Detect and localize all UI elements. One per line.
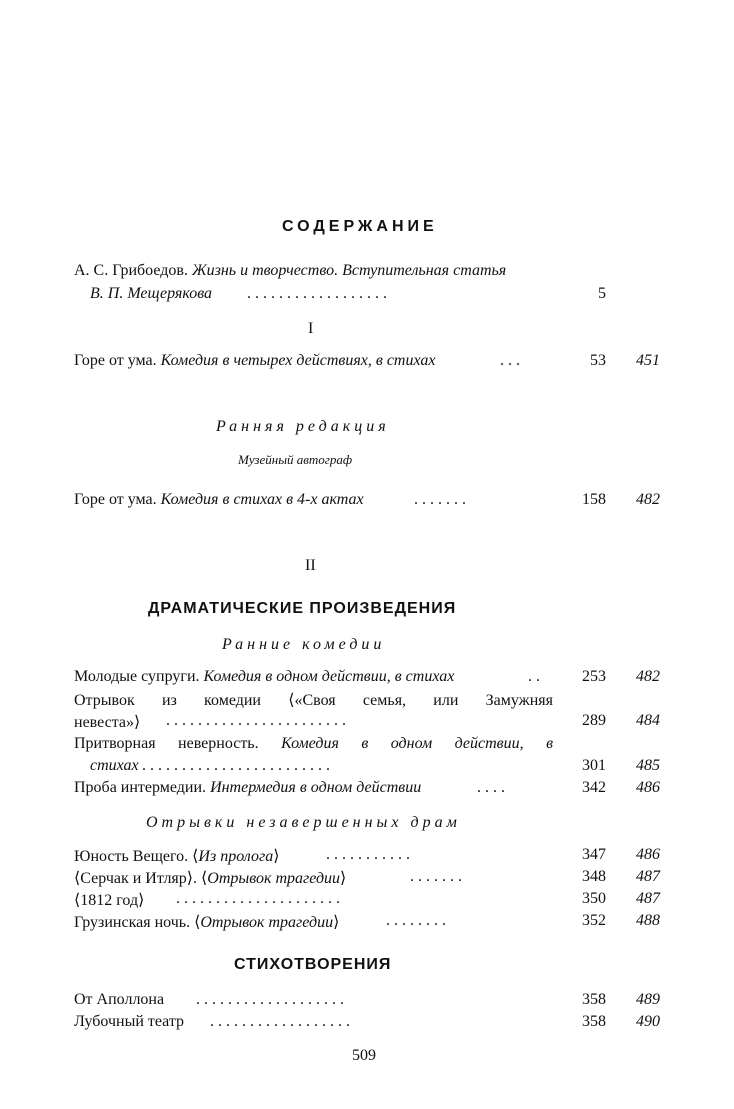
entry-title: Юность Вещего. ⟨ bbox=[74, 848, 199, 865]
commentary-ref: 488 bbox=[636, 912, 660, 929]
page-ref: 358 bbox=[582, 991, 606, 1008]
entry-title: Горе от ума. bbox=[74, 491, 157, 508]
part-numeral-2: II bbox=[305, 557, 316, 574]
subheading: Ранняя редакция bbox=[216, 418, 390, 435]
entry-title: Горе от ума. bbox=[74, 352, 157, 369]
dot-leader: . . . . . . . bbox=[410, 868, 462, 885]
commentary-ref: 486 bbox=[636, 846, 660, 863]
intro-author: А. С. Грибоедов. bbox=[74, 262, 188, 279]
dot-leader: . . . . . . . . bbox=[386, 912, 446, 929]
page-ref: 347 bbox=[582, 846, 606, 863]
commentary-ref: 489 bbox=[636, 991, 660, 1008]
commentary-ref: 482 bbox=[636, 491, 660, 508]
dot-leader: . . . . . . . . . . . . . . . . . . . . . . . . bbox=[142, 757, 330, 774]
dot-leader: . . . . . . . . . . . . . . . . . . bbox=[247, 285, 387, 302]
toc-entry bbox=[74, 779, 421, 797]
page-title: СОДЕРЖАНИЕ bbox=[282, 218, 438, 235]
dot-leader: . . . . . . . . . . . . . . . . . . . bbox=[196, 991, 344, 1008]
toc-entry: Лубочный театр bbox=[74, 1013, 185, 1030]
toc-entry: От Аполлона bbox=[74, 991, 165, 1008]
commentary-ref: 484 bbox=[636, 712, 660, 729]
dot-leader: . . . . . . . . . . . bbox=[326, 846, 410, 863]
part-numeral-1: I bbox=[308, 320, 314, 337]
page-ref: 348 bbox=[582, 868, 606, 885]
toc-entry bbox=[74, 868, 346, 888]
section-heading: ДРАМАТИЧЕСКИЕ ПРОИЗВЕДЕНИЯ bbox=[148, 600, 457, 617]
entry-subtitle: Отрывок трагедии bbox=[207, 870, 341, 887]
page-ref: 301 bbox=[582, 757, 606, 774]
commentary-ref: 486 bbox=[636, 779, 660, 796]
entry-title: Притворная неверность. bbox=[74, 735, 259, 752]
toc-entry-line2: стихах bbox=[90, 757, 139, 774]
page-ref: 289 bbox=[582, 712, 606, 729]
page-ref: 358 bbox=[582, 1013, 606, 1030]
page-ref: 53 bbox=[590, 352, 606, 369]
page-ref: 352 bbox=[582, 912, 606, 929]
commentary-ref: 487 bbox=[636, 868, 660, 885]
entry-title: Грузинская ночь. ⟨ bbox=[74, 914, 201, 931]
entry-title: ⟨Серчак и Итляр⟩. ⟨ bbox=[74, 870, 208, 887]
entry-subtitle: Комедия в четырех действиях, в стихах bbox=[160, 352, 436, 369]
commentary-ref: 451 bbox=[636, 352, 660, 369]
toc-entry bbox=[74, 912, 339, 932]
entry-subtitle: Комедия в одном действии, в bbox=[281, 735, 554, 752]
entry-bracket: ⟩ bbox=[333, 914, 340, 931]
entry-title: Молодые супруги. bbox=[74, 668, 200, 685]
entry-subtitle: Интермедия в одном действии bbox=[210, 779, 422, 796]
page-number: 509 bbox=[352, 1047, 376, 1064]
toc-entry bbox=[74, 491, 364, 509]
entry-title: Проба интермедии. bbox=[74, 779, 207, 796]
dot-leader: . . . . . . . . . . . . . . . . . . . . . . . bbox=[166, 712, 346, 729]
toc-entry bbox=[74, 846, 279, 866]
intro-entry-line2: В. П. Мещерякова bbox=[90, 285, 213, 302]
commentary-ref: 485 bbox=[636, 757, 660, 774]
toc-entry-line1: Отрывок из комедии ⟨«Своя семья, или Замужняя bbox=[74, 692, 553, 709]
page-ref: 253 bbox=[582, 668, 606, 685]
commentary-ref: 482 bbox=[636, 668, 660, 685]
dot-leader: . . . . . . . bbox=[414, 491, 466, 508]
toc-entry bbox=[74, 352, 435, 370]
page-ref: 342 bbox=[582, 779, 606, 796]
toc-entry: ⟨1812 год⟩ bbox=[74, 892, 145, 909]
dot-leader: . . . . bbox=[477, 779, 505, 796]
toc-entry bbox=[74, 668, 454, 686]
intro-title: Жизнь и творчество. Вступительная статья bbox=[191, 262, 507, 279]
dot-leader: . . . bbox=[500, 352, 520, 369]
entry-bracket: ⟩ bbox=[340, 870, 347, 887]
entry-subtitle: Комедия в одном действии, в стихах bbox=[203, 668, 455, 685]
commentary-ref: 490 bbox=[636, 1013, 660, 1030]
intro-entry-line1 bbox=[74, 262, 506, 280]
toc-entry-line2: невеста»⟩ bbox=[74, 714, 141, 731]
entry-bracket: ⟩ bbox=[273, 848, 280, 865]
dot-leader: . . . . . . . . . . . . . . . . . . . . . bbox=[176, 890, 340, 907]
entry-subtitle: Из пролога bbox=[198, 848, 274, 865]
subheading: Отрывки незавершенных драм bbox=[146, 814, 461, 831]
page-ref: 158 bbox=[582, 491, 606, 508]
commentary-ref: 487 bbox=[636, 890, 660, 907]
dot-leader: . . . . . . . . . . . . . . . . . . bbox=[210, 1013, 350, 1030]
subnote: Музейный автограф bbox=[238, 452, 353, 467]
subheading: Ранние комедии bbox=[222, 636, 386, 653]
dot-leader: . . bbox=[528, 668, 540, 685]
page-ref: 5 bbox=[598, 285, 606, 302]
page-ref: 350 bbox=[582, 890, 606, 907]
entry-subtitle: Комедия в стихах в 4-х актах bbox=[160, 491, 364, 508]
section-heading: СТИХОТВОРЕНИЯ bbox=[234, 956, 392, 973]
entry-subtitle: Отрывок трагедии bbox=[200, 914, 334, 931]
toc-entry-line1 bbox=[74, 735, 553, 753]
